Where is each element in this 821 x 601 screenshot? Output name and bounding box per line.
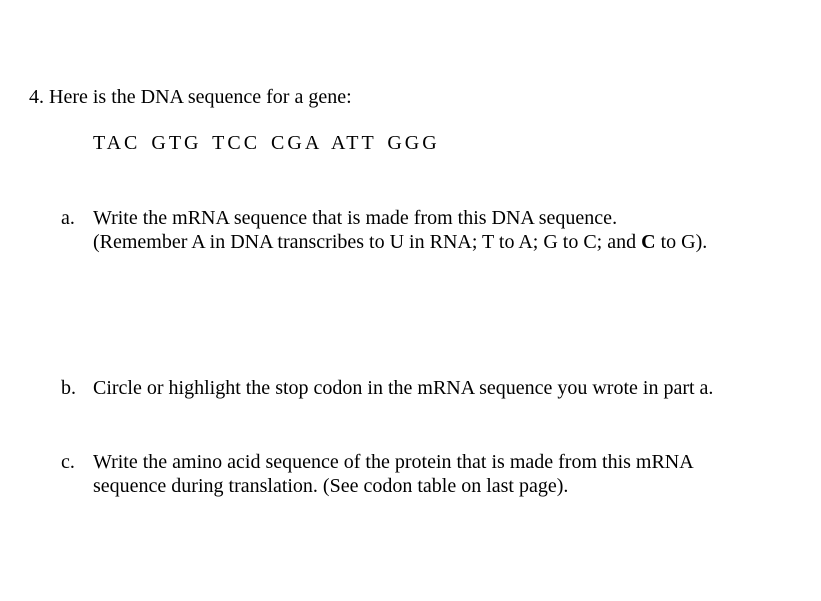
part-b-text: [93, 376, 793, 400]
part-a-text: [93, 206, 793, 254]
part-a-line-2-end: to G).: [655, 231, 708, 253]
part-c-line-1: Write the amino acid sequence of the protein that is made from this mRNA: [93, 451, 694, 473]
part-c-text: [93, 450, 793, 498]
part-c-letter: c.: [61, 451, 75, 473]
part-a-bold-letter: C: [641, 231, 656, 253]
part-b-letter: b.: [61, 377, 76, 399]
part-a-line-2: [93, 230, 793, 254]
part-a-letter: a.: [61, 207, 75, 229]
dna-sequence: TAC GTG TCC CGA ATT GGG: [93, 132, 440, 154]
question-heading: 4. Here is the DNA sequence for a gene:: [29, 86, 352, 108]
part-b-line-1: Circle or highlight the stop codon in the mRNA sequence you wrote in part a.: [93, 377, 714, 399]
part-a-line-2-start: (Remember A in DNA transcribes to U in RNA; T to A; G to C; and: [93, 231, 642, 253]
part-a-line-1: Write the mRNA sequence that is made from this DNA sequence.: [93, 207, 618, 229]
part-c-line-2: sequence during translation. (See codon table on last page).: [93, 475, 569, 497]
